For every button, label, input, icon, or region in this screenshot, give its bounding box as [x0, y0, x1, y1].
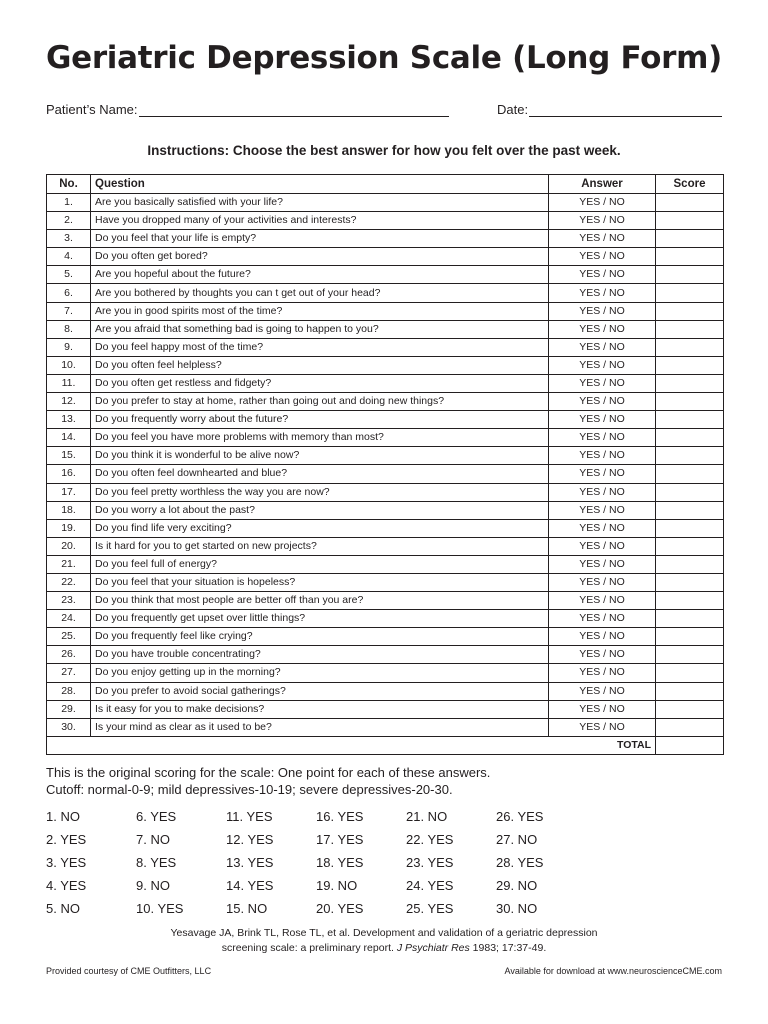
table-row: [47, 429, 724, 447]
answer-choice[interactable]: YES / NO: [549, 573, 656, 591]
page-title: Geriatric Depression Scale (Long Form): [45, 40, 723, 76]
table-row: [47, 664, 724, 682]
answer-choice[interactable]: YES / NO: [549, 248, 656, 266]
question-text: Do you feel that your life is empty?: [91, 230, 549, 248]
question-number: 29.: [47, 700, 91, 718]
table-row: [47, 194, 724, 212]
table-row: [47, 320, 724, 338]
table-row: [47, 610, 724, 628]
answer-choice[interactable]: YES / NO: [549, 682, 656, 700]
answer-choice[interactable]: YES / NO: [549, 374, 656, 392]
question-text: Do you frequently worry about the future?: [91, 411, 549, 429]
question-text: Do you frequently get upset over little things?: [91, 610, 549, 628]
question-number: 6.: [47, 284, 91, 302]
score-cell[interactable]: [656, 700, 724, 718]
answer-key-item: 29. NO: [496, 878, 538, 893]
question-text: Have you dropped many of your activities and interests?: [91, 212, 549, 230]
table-row: [47, 718, 724, 736]
question-number: 14.: [47, 429, 91, 447]
table-row: [47, 356, 724, 374]
answer-key-item: 17. YES: [316, 832, 364, 847]
answer-key-item: 7. NO: [136, 832, 170, 847]
table-row: [47, 284, 724, 302]
question-text: Do you feel you have more problems with memory than most?: [91, 429, 549, 447]
question-number: 21.: [47, 555, 91, 573]
question-text: Do you worry a lot about the past?: [91, 501, 549, 519]
date-field[interactable]: [497, 102, 722, 117]
question-text: Do you think it is wonderful to be alive now?: [91, 447, 549, 465]
question-number: 18.: [47, 501, 91, 519]
answer-choice[interactable]: YES / NO: [549, 501, 656, 519]
answer-choice[interactable]: YES / NO: [549, 700, 656, 718]
citation-journal: J Psychiatr Res: [396, 942, 470, 954]
question-table: [46, 174, 724, 755]
answer-choice[interactable]: YES / NO: [549, 537, 656, 555]
citation-text-b: 1983; 17:37-49.: [469, 942, 547, 954]
answer-choice[interactable]: YES / NO: [549, 429, 656, 447]
answer-key-item: 5. NO: [46, 901, 80, 916]
scoring-line-1: This is the original scoring for the scale: One point for each of these answers.: [46, 765, 491, 780]
answer-key-item: 20. YES: [316, 901, 364, 916]
answer-key-item: 22. YES: [406, 832, 454, 847]
answer-choice[interactable]: YES / NO: [549, 555, 656, 573]
question-number: 9.: [47, 338, 91, 356]
question-number: 2.: [47, 212, 91, 230]
score-cell[interactable]: [656, 610, 724, 628]
answer-choice[interactable]: YES / NO: [549, 465, 656, 483]
scoring-notes: [46, 764, 490, 798]
answer-key-item: 9. NO: [136, 878, 170, 893]
table-row: [47, 537, 724, 555]
score-cell[interactable]: [656, 718, 724, 736]
question-number: 10.: [47, 356, 91, 374]
score-cell[interactable]: [656, 320, 724, 338]
score-cell[interactable]: [656, 248, 724, 266]
answer-key-item: 19. NO: [316, 878, 358, 893]
question-text: Is it easy for you to make decisions?: [91, 700, 549, 718]
question-text: Do you have trouble concentrating?: [91, 646, 549, 664]
answer-key-item: 10. YES: [136, 901, 184, 916]
answer-choice[interactable]: YES / NO: [549, 393, 656, 411]
answer-key-item: 24. YES: [406, 878, 454, 893]
answer-key-item: 25. YES: [406, 901, 454, 916]
answer-key-item: 28. YES: [496, 855, 544, 870]
question-number: 23.: [47, 592, 91, 610]
answer-choice[interactable]: YES / NO: [549, 356, 656, 374]
score-cell[interactable]: [656, 573, 724, 591]
citation-text-a: screening scale: a preliminary report.: [221, 942, 397, 954]
question-number: 22.: [47, 573, 91, 591]
table-row: [47, 302, 724, 320]
score-cell[interactable]: [656, 537, 724, 555]
answer-choice[interactable]: YES / NO: [549, 212, 656, 230]
answer-choice[interactable]: YES / NO: [549, 266, 656, 284]
question-text: Are you afraid that something bad is going to happen to you?: [91, 320, 549, 338]
header-score: Score: [656, 175, 724, 194]
table-row: [47, 483, 724, 501]
question-number: 27.: [47, 664, 91, 682]
answer-key-item: 8. YES: [136, 855, 177, 870]
table-row: [47, 230, 724, 248]
header-no: No.: [47, 175, 91, 194]
answer-key-item: 14. YES: [226, 878, 274, 893]
table-row: [47, 700, 724, 718]
answer-choice[interactable]: YES / NO: [549, 302, 656, 320]
answer-key-item: 1. NO: [46, 809, 80, 824]
question-text: Do you prefer to avoid social gatherings?: [91, 682, 549, 700]
question-number: 30.: [47, 718, 91, 736]
question-text: Is it hard for you to get started on new projects?: [91, 537, 549, 555]
question-text: Do you feel pretty worthless the way you are now?: [91, 483, 549, 501]
answer-key-item: 30. NO: [496, 901, 538, 916]
score-cell[interactable]: [656, 646, 724, 664]
score-cell[interactable]: [656, 664, 724, 682]
table-row: [47, 248, 724, 266]
table-row: [47, 212, 724, 230]
answer-key-item: 13. YES: [226, 855, 274, 870]
table-row: [47, 501, 724, 519]
answer-choice[interactable]: YES / NO: [549, 320, 656, 338]
table-header-row: [47, 175, 724, 194]
table-row: [47, 411, 724, 429]
table-row: [47, 519, 724, 537]
table-row: [47, 592, 724, 610]
answer-choice[interactable]: YES / NO: [549, 447, 656, 465]
footer-left: Provided courtesy of CME Outfitters, LLC: [46, 966, 212, 976]
score-cell[interactable]: [656, 592, 724, 610]
total-row: [47, 736, 724, 754]
header-question: Question: [91, 175, 549, 194]
table-row: [47, 447, 724, 465]
score-cell[interactable]: [656, 555, 724, 573]
answer-key-item: 27. NO: [496, 832, 538, 847]
question-number: 20.: [47, 537, 91, 555]
answer-key-item: 3. YES: [46, 855, 87, 870]
score-cell[interactable]: [656, 682, 724, 700]
instructions: Instructions: Choose the best answer for how you felt over the past week.: [147, 143, 621, 158]
score-cell[interactable]: [656, 284, 724, 302]
answer-choice[interactable]: YES / NO: [549, 718, 656, 736]
question-text: Are you bothered by thoughts you can t get out of your head?: [91, 284, 549, 302]
question-text: Do you often feel helpless?: [91, 356, 549, 374]
answer-key-item: 12. YES: [226, 832, 274, 847]
score-cell[interactable]: [656, 501, 724, 519]
answer-key-item: 4. YES: [46, 878, 87, 893]
question-number: 15.: [47, 447, 91, 465]
question-text: Do you often get restless and fidgety?: [91, 374, 549, 392]
question-text: Do you prefer to stay at home, rather than going out and doing new things?: [91, 393, 549, 411]
footer-right: Available for download at www.neuroscienceCME.com: [504, 966, 722, 976]
score-cell[interactable]: [656, 393, 724, 411]
answer-choice[interactable]: YES / NO: [549, 338, 656, 356]
date-label: Date:: [497, 102, 529, 117]
table-row: [47, 266, 724, 284]
question-number: 17.: [47, 483, 91, 501]
score-cell[interactable]: [656, 628, 724, 646]
answer-key: [46, 805, 586, 920]
score-cell[interactable]: [656, 266, 724, 284]
table-row: [47, 393, 724, 411]
patient-name-label: Patient’s Name:: [46, 102, 138, 117]
question-number: 3.: [47, 230, 91, 248]
question-number: 11.: [47, 374, 91, 392]
table-row: [47, 374, 724, 392]
question-text: Are you in good spirits most of the time?: [91, 302, 549, 320]
score-cell[interactable]: [656, 356, 724, 374]
score-cell[interactable]: [656, 447, 724, 465]
question-number: 24.: [47, 610, 91, 628]
table-row: [47, 682, 724, 700]
answer-key-item: 21. NO: [406, 809, 448, 824]
table-row: [47, 628, 724, 646]
question-number: 7.: [47, 302, 91, 320]
scoring-line-2: Cutoff: normal-0-9; mild depressives-10-19; severe depressives-20-30.: [46, 782, 453, 797]
patient-name-line[interactable]: [139, 102, 449, 117]
answer-choice[interactable]: YES / NO: [549, 628, 656, 646]
patient-name-field[interactable]: [46, 102, 449, 117]
question-text: Is your mind as clear as it used to be?: [91, 718, 549, 736]
score-cell[interactable]: [656, 483, 724, 501]
answer-choice[interactable]: YES / NO: [549, 230, 656, 248]
question-number: 8.: [47, 320, 91, 338]
score-cell[interactable]: [656, 230, 724, 248]
answer-choice[interactable]: YES / NO: [549, 610, 656, 628]
question-text: Are you basically satisfied with your life?: [91, 194, 549, 212]
table-row: [47, 465, 724, 483]
answer-choice[interactable]: YES / NO: [549, 519, 656, 537]
answer-key-item: 11. YES: [226, 809, 273, 824]
answer-choice[interactable]: YES / NO: [549, 483, 656, 501]
table-row: [47, 646, 724, 664]
question-text: Do you think that most people are better off than you are?: [91, 592, 549, 610]
question-number: 13.: [47, 411, 91, 429]
question-number: 19.: [47, 519, 91, 537]
score-cell[interactable]: [656, 374, 724, 392]
score-cell[interactable]: [656, 519, 724, 537]
score-cell[interactable]: [656, 465, 724, 483]
question-text: Do you often feel downhearted and blue?: [91, 465, 549, 483]
answer-choice[interactable]: YES / NO: [549, 411, 656, 429]
question-number: 28.: [47, 682, 91, 700]
question-text: Do you feel full of energy?: [91, 555, 549, 573]
question-text: Are you hopeful about the future?: [91, 266, 549, 284]
answer-choice[interactable]: YES / NO: [549, 646, 656, 664]
answer-choice[interactable]: YES / NO: [549, 284, 656, 302]
score-cell[interactable]: [656, 429, 724, 447]
total-label: TOTAL: [47, 736, 656, 754]
score-cell[interactable]: [656, 212, 724, 230]
header-answer: Answer: [549, 175, 656, 194]
score-cell[interactable]: [656, 302, 724, 320]
score-cell[interactable]: [656, 411, 724, 429]
answer-key-item: 18. YES: [316, 855, 364, 870]
question-text: Do you feel happy most of the time?: [91, 338, 549, 356]
question-number: 12.: [47, 393, 91, 411]
answer-key-item: 23. YES: [406, 855, 454, 870]
table-row: [47, 555, 724, 573]
answer-key-item: 6. YES: [136, 809, 177, 824]
question-text: Do you enjoy getting up in the morning?: [91, 664, 549, 682]
table-row: [47, 573, 724, 591]
answer-key-item: 16. YES: [316, 809, 364, 824]
question-number: 16.: [47, 465, 91, 483]
answer-choice[interactable]: YES / NO: [549, 664, 656, 682]
citation: [0, 926, 768, 956]
question-number: 1.: [47, 194, 91, 212]
question-number: 26.: [47, 646, 91, 664]
answer-key-item: 15. NO: [226, 901, 268, 916]
question-text: Do you often get bored?: [91, 248, 549, 266]
total-score-cell[interactable]: [656, 736, 724, 754]
date-line[interactable]: [529, 102, 722, 117]
score-cell[interactable]: [656, 194, 724, 212]
question-number: 4.: [47, 248, 91, 266]
citation-line-1: Yesavage JA, Brink TL, Rose TL, et al. Development and validation of a geriatric depression: [170, 927, 598, 939]
answer-key-item: 2. YES: [46, 832, 87, 847]
answer-choice[interactable]: YES / NO: [549, 592, 656, 610]
question-text: Do you find life very exciting?: [91, 519, 549, 537]
answer-choice[interactable]: YES / NO: [549, 194, 656, 212]
question-text: Do you frequently feel like crying?: [91, 628, 549, 646]
question-text: Do you feel that your situation is hopeless?: [91, 573, 549, 591]
table-row: [47, 338, 724, 356]
citation-line-2: [0, 941, 768, 956]
question-number: 5.: [47, 266, 91, 284]
score-cell[interactable]: [656, 338, 724, 356]
question-number: 25.: [47, 628, 91, 646]
answer-key-item: 26. YES: [496, 809, 544, 824]
